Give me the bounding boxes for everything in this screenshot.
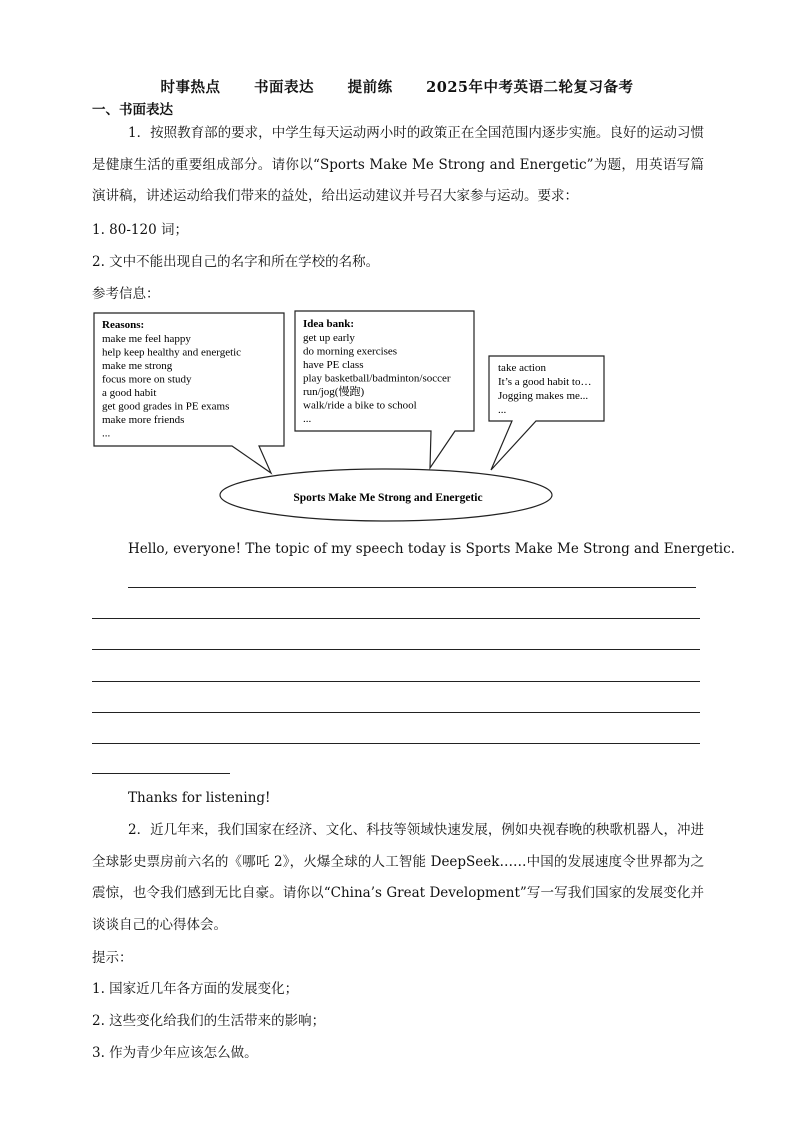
reference-label: 参考信息： — [92, 286, 160, 302]
hint-3: 3. 作为青少年应该怎么做。 — [92, 1045, 258, 1061]
q1-requirement-2: 2. 文中不能出现自己的名字和所在学校的名称。 — [92, 254, 380, 270]
reason-item: get good grades in PE exams — [102, 400, 230, 413]
reason-item: make more friends — [102, 414, 185, 426]
writing-line[interactable] — [92, 712, 700, 713]
hint-1: 1. 国家近几年各方面的发展变化； — [92, 981, 299, 997]
idea-item: run/jog(慢跑) — [303, 386, 365, 398]
hint-label: 提示： — [92, 950, 133, 966]
action-item: ... — [498, 404, 507, 416]
speech-closing: Thanks for listening! — [128, 790, 271, 806]
writing-line[interactable] — [128, 587, 696, 588]
action-item: It’s a good habit to… — [498, 376, 592, 388]
speech-opening: Hello, everyone! The topic of my speech today is Sports Make Me Strong and Energetic. — [128, 541, 735, 557]
reference-diagram — [0, 0, 794, 530]
writing-line-short[interactable] — [92, 773, 230, 774]
action-item: take action — [498, 362, 546, 374]
idea-bank-title: Idea bank: — [303, 318, 355, 330]
idea-item: have PE class — [303, 359, 364, 371]
idea-item: play basketball/badminton/soccer — [303, 372, 451, 385]
q1-prompt: 1．按照教育部的要求，中学生每天运动两小时的政策正在全国范围内逐步实施。良好的运动习惯是健康生活的重要组成部分。请你以“Sports Make Me Strong and Energetic”为题，用英语写篇演讲稿，讲述运动给我们带来的益处，给出运动建议并号召大家参与运动。要求： — [92, 125, 704, 204]
writing-line[interactable] — [92, 681, 700, 682]
reason-item: ... — [102, 427, 111, 440]
center-topic: Sports Make Me Strong and Energetic — [293, 492, 483, 504]
idea-item: do morning exercises — [303, 345, 398, 358]
reason-item: make me strong — [102, 360, 173, 372]
title-part-3: 提前练 — [347, 79, 393, 96]
writing-line[interactable] — [92, 618, 700, 619]
reason-item: focus more on study — [102, 373, 192, 386]
title-part-2: 书面表达 — [254, 79, 315, 96]
idea-item: walk/ride a bike to school — [303, 399, 417, 412]
q1-requirement-1: 1. 80-120 词； — [92, 222, 188, 238]
writing-line[interactable] — [92, 743, 700, 744]
title-part-4: 2025年中考英语二轮复习备考 — [426, 79, 634, 96]
reason-item: make me feel happy — [102, 333, 191, 345]
idea-item: get up early — [303, 332, 355, 344]
action-item: Jogging makes me... — [498, 390, 589, 402]
reason-item: help keep healthy and energetic — [102, 346, 242, 359]
section-title: 一、书面表达 — [92, 102, 173, 118]
writing-line[interactable] — [92, 649, 700, 650]
title-part-1: 时事热点 — [160, 79, 221, 96]
q2-prompt: 2．近几年来，我们国家在经济、文化、科技等领域快速发展，例如央视春晚的秧歌机器人，冲进全球影史票房前六名的《哪吒 2》，火爆全球的人工智能 DeepSeek……中国的发展速度令世界都为之震惊，也令我们感到无比自豪。请你以“China’s Great Development”写一写我们国家的发展变化并谈谈自己的心得体会。 — [92, 822, 704, 933]
idea-item: ... — [303, 413, 312, 425]
hint-2: 2. 这些变化给我们的生活带来的影响； — [92, 1013, 326, 1029]
reasons-title: Reasons: — [102, 319, 145, 331]
reason-item: a good habit — [102, 387, 157, 399]
